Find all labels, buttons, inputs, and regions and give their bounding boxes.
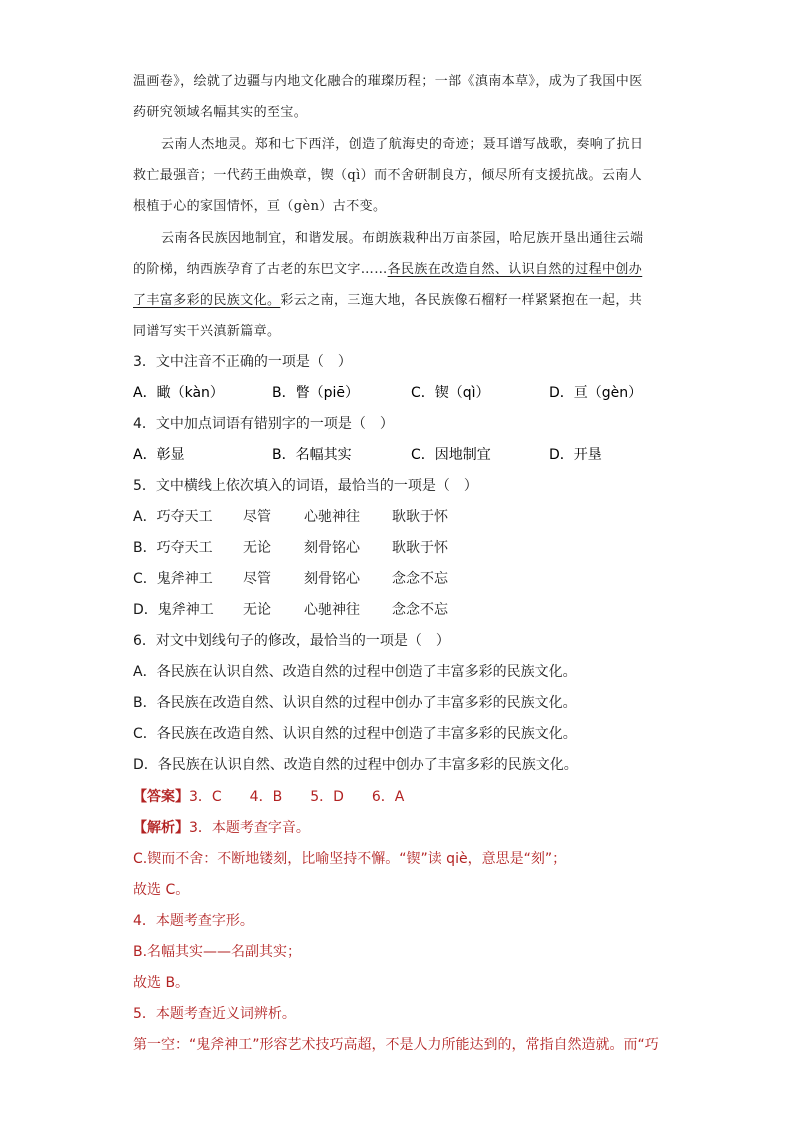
q3-option-d: D．亘（gèn） [549, 385, 643, 401]
passage-line: 救亡最强音；一代药王曲焕章，锲（qì）而不舍研制良方，倾尽所有支援抗战。云南人 [133, 168, 643, 183]
q5-cell: 尽管 [243, 571, 271, 587]
underlined-sentence: 各民族在改造自然、认识自然的过程中创办 [387, 262, 643, 277]
q4-option-a: A．彰显 [133, 447, 185, 463]
passage-line: 云南各民族因地制宜，和谐发展。布朗族栽种出万亩茶园，哈尼族开垦出通往云端 [161, 231, 644, 246]
q5-cell: 无论 [243, 602, 271, 618]
q5-cell: 心驰神往 [304, 602, 360, 618]
underlined-sentence: 了丰富多彩的民族文化。 [133, 293, 281, 308]
passage-line: 同谱写实干兴滇新篇章。 [133, 324, 281, 339]
q4-option-d: D．开垦 [549, 447, 602, 463]
analysis-line: 故选 C。 [133, 882, 190, 898]
question-3-stem: 3．文中注音不正确的一项是（ ） [133, 354, 352, 370]
q4-option-b: B．名幅其实 [272, 447, 352, 463]
q6-option-c: C．各民族在改造自然、认识自然的过程中创造了丰富多彩的民族文化。 [133, 726, 577, 742]
q5-cell: 念念不忘 [392, 602, 448, 618]
q5-cell: 耿耿于怀 [392, 509, 448, 525]
analysis-line: 第一空：“鬼斧神工”形容艺术技巧高超，不是人力所能达到的，常指自然造就。而“巧 [133, 1037, 659, 1053]
q5-cell: 心驰神往 [304, 509, 360, 525]
q5-cell: 尽管 [243, 509, 271, 525]
q5-cell: A．巧夺天工 [133, 509, 213, 525]
q4-option-c: C．因地制宜 [411, 447, 491, 463]
analysis-line [133, 817, 310, 837]
passage-line [133, 289, 642, 308]
analysis-line: 4．本题考查字形。 [133, 913, 254, 929]
answer-label: 【答案】 [133, 789, 189, 805]
analysis-label: 【解析】 [133, 820, 189, 836]
q5-cell: 刻骨铭心 [304, 571, 360, 587]
q6-option-b: B．各民族在改造自然、认识自然的过程中创办了丰富多彩的民族文化。 [133, 695, 577, 711]
q3-option-c: C．锲（qì） [411, 385, 490, 401]
passage-text: 彩云之南，三迤大地，各民族像石榴籽一样紧紧抱在一起，共 [280, 293, 643, 308]
analysis-text: 3．本题考查字音。 [189, 820, 310, 836]
question-4-stem: 4．文中加点词语有错别字的一项是（ ） [133, 416, 394, 432]
analysis-line: 故选 B。 [133, 975, 190, 991]
answer-text: 3．C 4．B 5．D 6．A [189, 789, 405, 805]
passage-line: 根植于心的家国情怀，亘（gèn）古不变。 [133, 199, 387, 214]
question-6-stem: 6．对文中划线句子的修改，最恰当的一项是（ ） [133, 633, 450, 649]
passage-line: 温画卷》，绘就了边疆与内地文化融合的璀璨历程；一部《滇南本草》，成为了我国中医 [133, 74, 643, 89]
q5-cell: 无论 [243, 540, 271, 556]
q5-cell: C．鬼斧神工 [133, 571, 213, 587]
q6-option-a: A．各民族在认识自然、改造自然的过程中创造了丰富多彩的民族文化。 [133, 664, 577, 680]
q3-option-a: A．瞰（kàn） [133, 385, 224, 401]
passage-text: 的阶梯，纳西族孕育了古老的东巴文字…… [133, 262, 388, 277]
question-5-stem: 5．文中横线上依次填入的词语，最恰当的一项是（ ） [133, 478, 478, 494]
q5-cell: D．鬼斧神工 [133, 602, 214, 618]
q5-cell: 念念不忘 [392, 571, 448, 587]
analysis-line: C.锲而不舍：不断地镂刻，比喻坚持不懈。“锲”读 qiè，意思是“刻”； [133, 851, 567, 867]
q5-cell: 耿耿于怀 [392, 540, 448, 556]
q5-cell: B．巧夺天工 [133, 540, 213, 556]
passage-line: 药研究领域名幅其实的至宝。 [133, 105, 308, 120]
q3-option-b: B．瞥（piē） [272, 385, 359, 401]
q5-cell: 刻骨铭心 [304, 540, 360, 556]
analysis-line: B.名幅其实——名副其实； [133, 944, 302, 960]
analysis-line: 5．本题考查近义词辨析。 [133, 1006, 296, 1022]
answer-line [133, 786, 404, 806]
passage-line: 云南人杰地灵。郑和七下西洋，创造了航海史的奇迹；聂耳谱写战歌，奏响了抗日 [161, 137, 644, 152]
q6-option-d: D．各民族在认识自然、改造自然的过程中创办了丰富多彩的民族文化。 [133, 757, 578, 773]
passage-line [133, 258, 642, 277]
